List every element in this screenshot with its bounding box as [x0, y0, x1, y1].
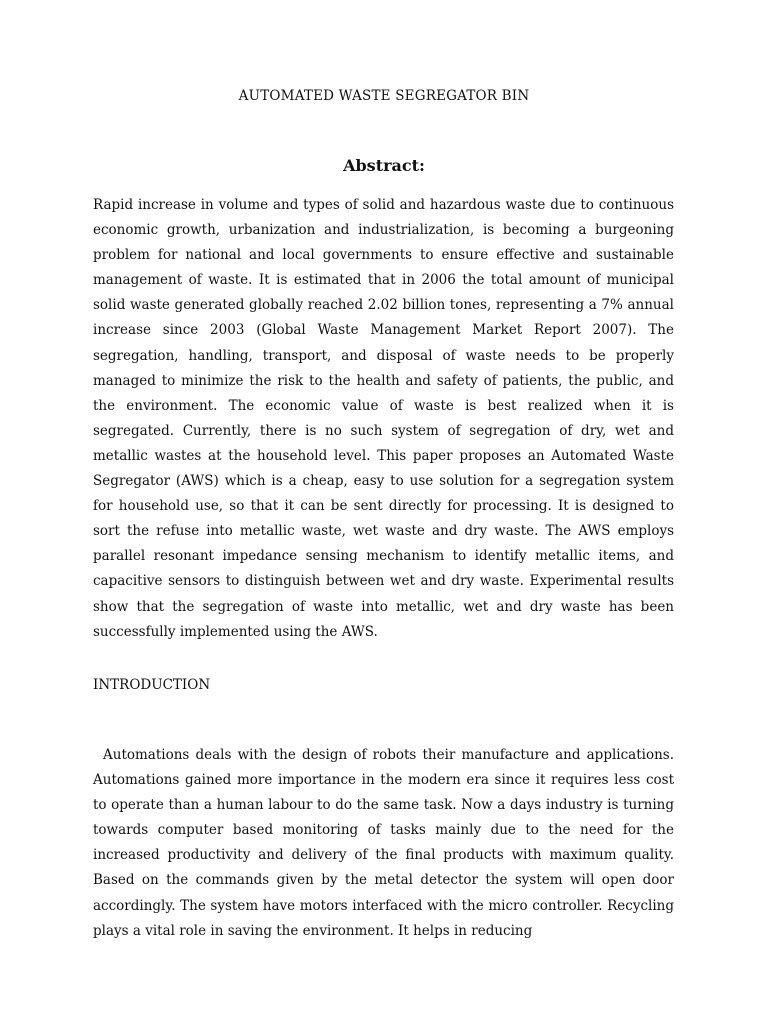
document-title: AUTOMATED WASTE SEGREGATOR BIN [238, 88, 530, 104]
introduction-paragraph: Automations deals with the design of robots their manufacture and applications. Automations gained more importance in the modern era since it requires less cost to operate than a human labour to do the same task. Now a days industry is turning towards computer based monitoring of tasks mainly due to the need for the increased productivity and delivery of the final products with maximum quality. Based on the commands given by the metal detector the system will open door accordingly. The system have motors interfaced with the micro controller. Recycling plays a vital role in saving the environment. It helps in reducing [93, 747, 674, 939]
introduction-heading: INTRODUCTION [93, 677, 211, 693]
abstract-heading: Abstract: [343, 156, 425, 175]
abstract-paragraph: Rapid increase in volume and types of solid and hazardous waste due to continuous economic growth, urbanization and industrialization, is becoming a burgeoning problem for national and local governments to ensure effective and sustainable management of waste. It is estimated that in 2006 the total amount of municipal solid waste generated globally reached 2.02 billion tones, representing a 7% annual increase since 2003 (Global Waste Management Market Report 2007). The segregation, handling, transport, and disposal of waste needs to be properly managed to minimize the risk to the health and safety of patients, the public, and the environment. The economic value of waste is best realized when it is segregated. Currently, there is no such system of segregation of dry, wet and metallic wastes at the household level. This paper proposes an Automated Waste Segregator (AWS) which is a cheap, easy to use solution for a segregation system for household use, so that it can be sent directly for processing. It is designed to sort the refuse into metallic waste, wet waste and dry waste. The AWS employs parallel resonant impedance sensing mechanism to identify metallic items, and capacitive sensors to distinguish between wet and dry waste. Experimental results show that the segregation of waste into metallic, wet and dry waste has been successfully implemented using the AWS. [93, 197, 674, 640]
